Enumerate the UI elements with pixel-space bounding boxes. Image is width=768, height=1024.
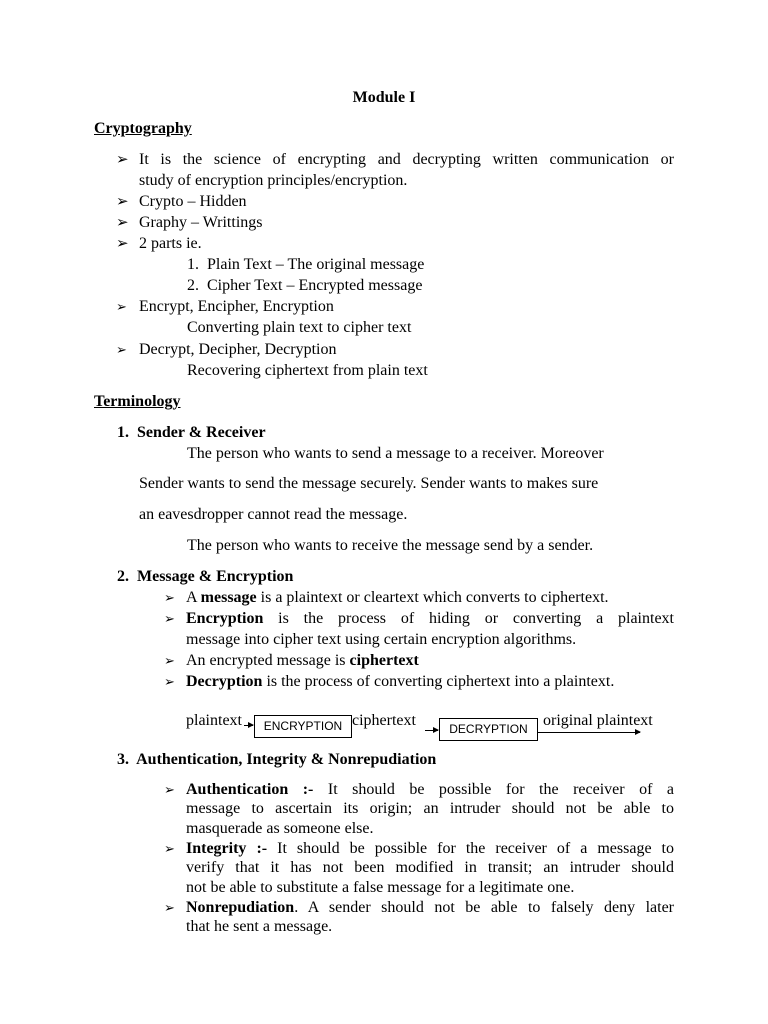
encryption-bullet-line-1: Encryption is the process of hiding or converting a plaintext bbox=[186, 610, 674, 627]
integrity-line-1: Integrity :- It should be possible for the receiver of a message to bbox=[186, 840, 675, 857]
arrow-bullet-icon: ➢ bbox=[164, 900, 175, 915]
authentication-line-2: message to ascertain its origin; an intruder should not be able to bbox=[186, 800, 674, 817]
ciphertext-bullet: An encrypted message is ciphertext bbox=[186, 652, 419, 669]
decrypt-item: Decrypt, Decipher, Decryption bbox=[139, 341, 337, 358]
encryption-bullet-line-2: message into cipher text using certain encryption algorithms. bbox=[186, 631, 577, 648]
integrity-line-3: not be able to substitute a false message for a legitimate one. bbox=[186, 879, 575, 896]
receiver-text: The person who wants to receive the message send by a sender. bbox=[187, 537, 594, 554]
arrow-bullet-icon: ➢ bbox=[164, 841, 175, 856]
decrypt-description: Recovering ciphertext from plain text bbox=[187, 362, 428, 379]
decryption-bullet: Decryption is the process of converting ciphertext into a plaintext. bbox=[186, 673, 615, 690]
definition-line-2: study of encryption principles/encryption. bbox=[139, 172, 408, 189]
arrow-bullet-icon: ➢ bbox=[164, 674, 175, 689]
page-title: Module I bbox=[352, 89, 416, 106]
cryptography-heading: Cryptography bbox=[94, 120, 192, 137]
arrow-right-icon bbox=[244, 725, 253, 726]
arrow-right-icon bbox=[425, 730, 438, 731]
part-2: 2. Cipher Text – Encrypted message bbox=[187, 277, 423, 294]
sender-text-line-2: Sender wants to send the message securely. Sender wants to makes sure bbox=[139, 475, 599, 492]
diagram-plaintext-label: plaintext bbox=[186, 712, 242, 729]
arrow-bullet-icon: ➢ bbox=[116, 299, 127, 314]
definition-line-1: It is the science of encrypting and decrypting written communication or bbox=[139, 151, 674, 168]
parts-item: 2 parts ie. bbox=[139, 235, 202, 252]
section-3-title: 3. Authentication, Integrity & Nonrepudiation bbox=[117, 751, 437, 768]
arrow-bullet-icon: ➢ bbox=[116, 342, 127, 357]
arrow-bullet-icon: ➢ bbox=[116, 236, 129, 252]
authentication-line-1: Authentication :- It should be possible for the receiver of a bbox=[186, 781, 674, 798]
authentication-line-3: masquerade as someone else. bbox=[186, 820, 374, 837]
arrow-bullet-icon: ➢ bbox=[164, 590, 175, 605]
arrow-bullet-icon: ➢ bbox=[164, 782, 175, 797]
diagram-original-label: original plaintext bbox=[543, 712, 653, 729]
arrow-bullet-icon: ➢ bbox=[116, 194, 129, 210]
crypto-item: Crypto – Hidden bbox=[139, 193, 247, 210]
arrow-right-icon bbox=[538, 732, 640, 733]
arrow-bullet-icon: ➢ bbox=[164, 653, 175, 668]
section-2-title: 2. Message & Encryption bbox=[117, 568, 294, 585]
graphy-item: Graphy – Writtings bbox=[139, 214, 263, 231]
sender-text-line-1: The person who wants to send a message to a receiver. Moreover bbox=[187, 445, 604, 462]
arrow-bullet-icon: ➢ bbox=[164, 611, 175, 626]
terminology-heading: Terminology bbox=[94, 393, 181, 410]
nonrepudiation-line-2: that he sent a message. bbox=[186, 918, 333, 935]
part-1: 1. Plain Text – The original message bbox=[187, 256, 425, 273]
decryption-box: DECRYPTION bbox=[439, 718, 538, 741]
sender-text-line-3: an eavesdropper cannot read the message. bbox=[139, 506, 408, 523]
encrypt-item: Encrypt, Encipher, Encryption bbox=[139, 298, 334, 315]
section-1-title: 1. Sender & Receiver bbox=[117, 424, 266, 441]
integrity-line-2: verify that it has not been modified in transit; an intruder should bbox=[186, 859, 674, 876]
arrow-bullet-icon: ➢ bbox=[116, 215, 129, 231]
encryption-box: ENCRYPTION bbox=[254, 715, 352, 738]
arrow-bullet-icon: ➢ bbox=[116, 152, 129, 168]
encrypt-description: Converting plain text to cipher text bbox=[187, 319, 412, 336]
nonrepudiation-line-1: Nonrepudiation. A sender should not be able to falsely deny later bbox=[186, 899, 674, 916]
message-bullet: A message is a plaintext or cleartext which converts to ciphertext. bbox=[186, 589, 609, 606]
diagram-ciphertext-label: ciphertext bbox=[352, 712, 416, 729]
